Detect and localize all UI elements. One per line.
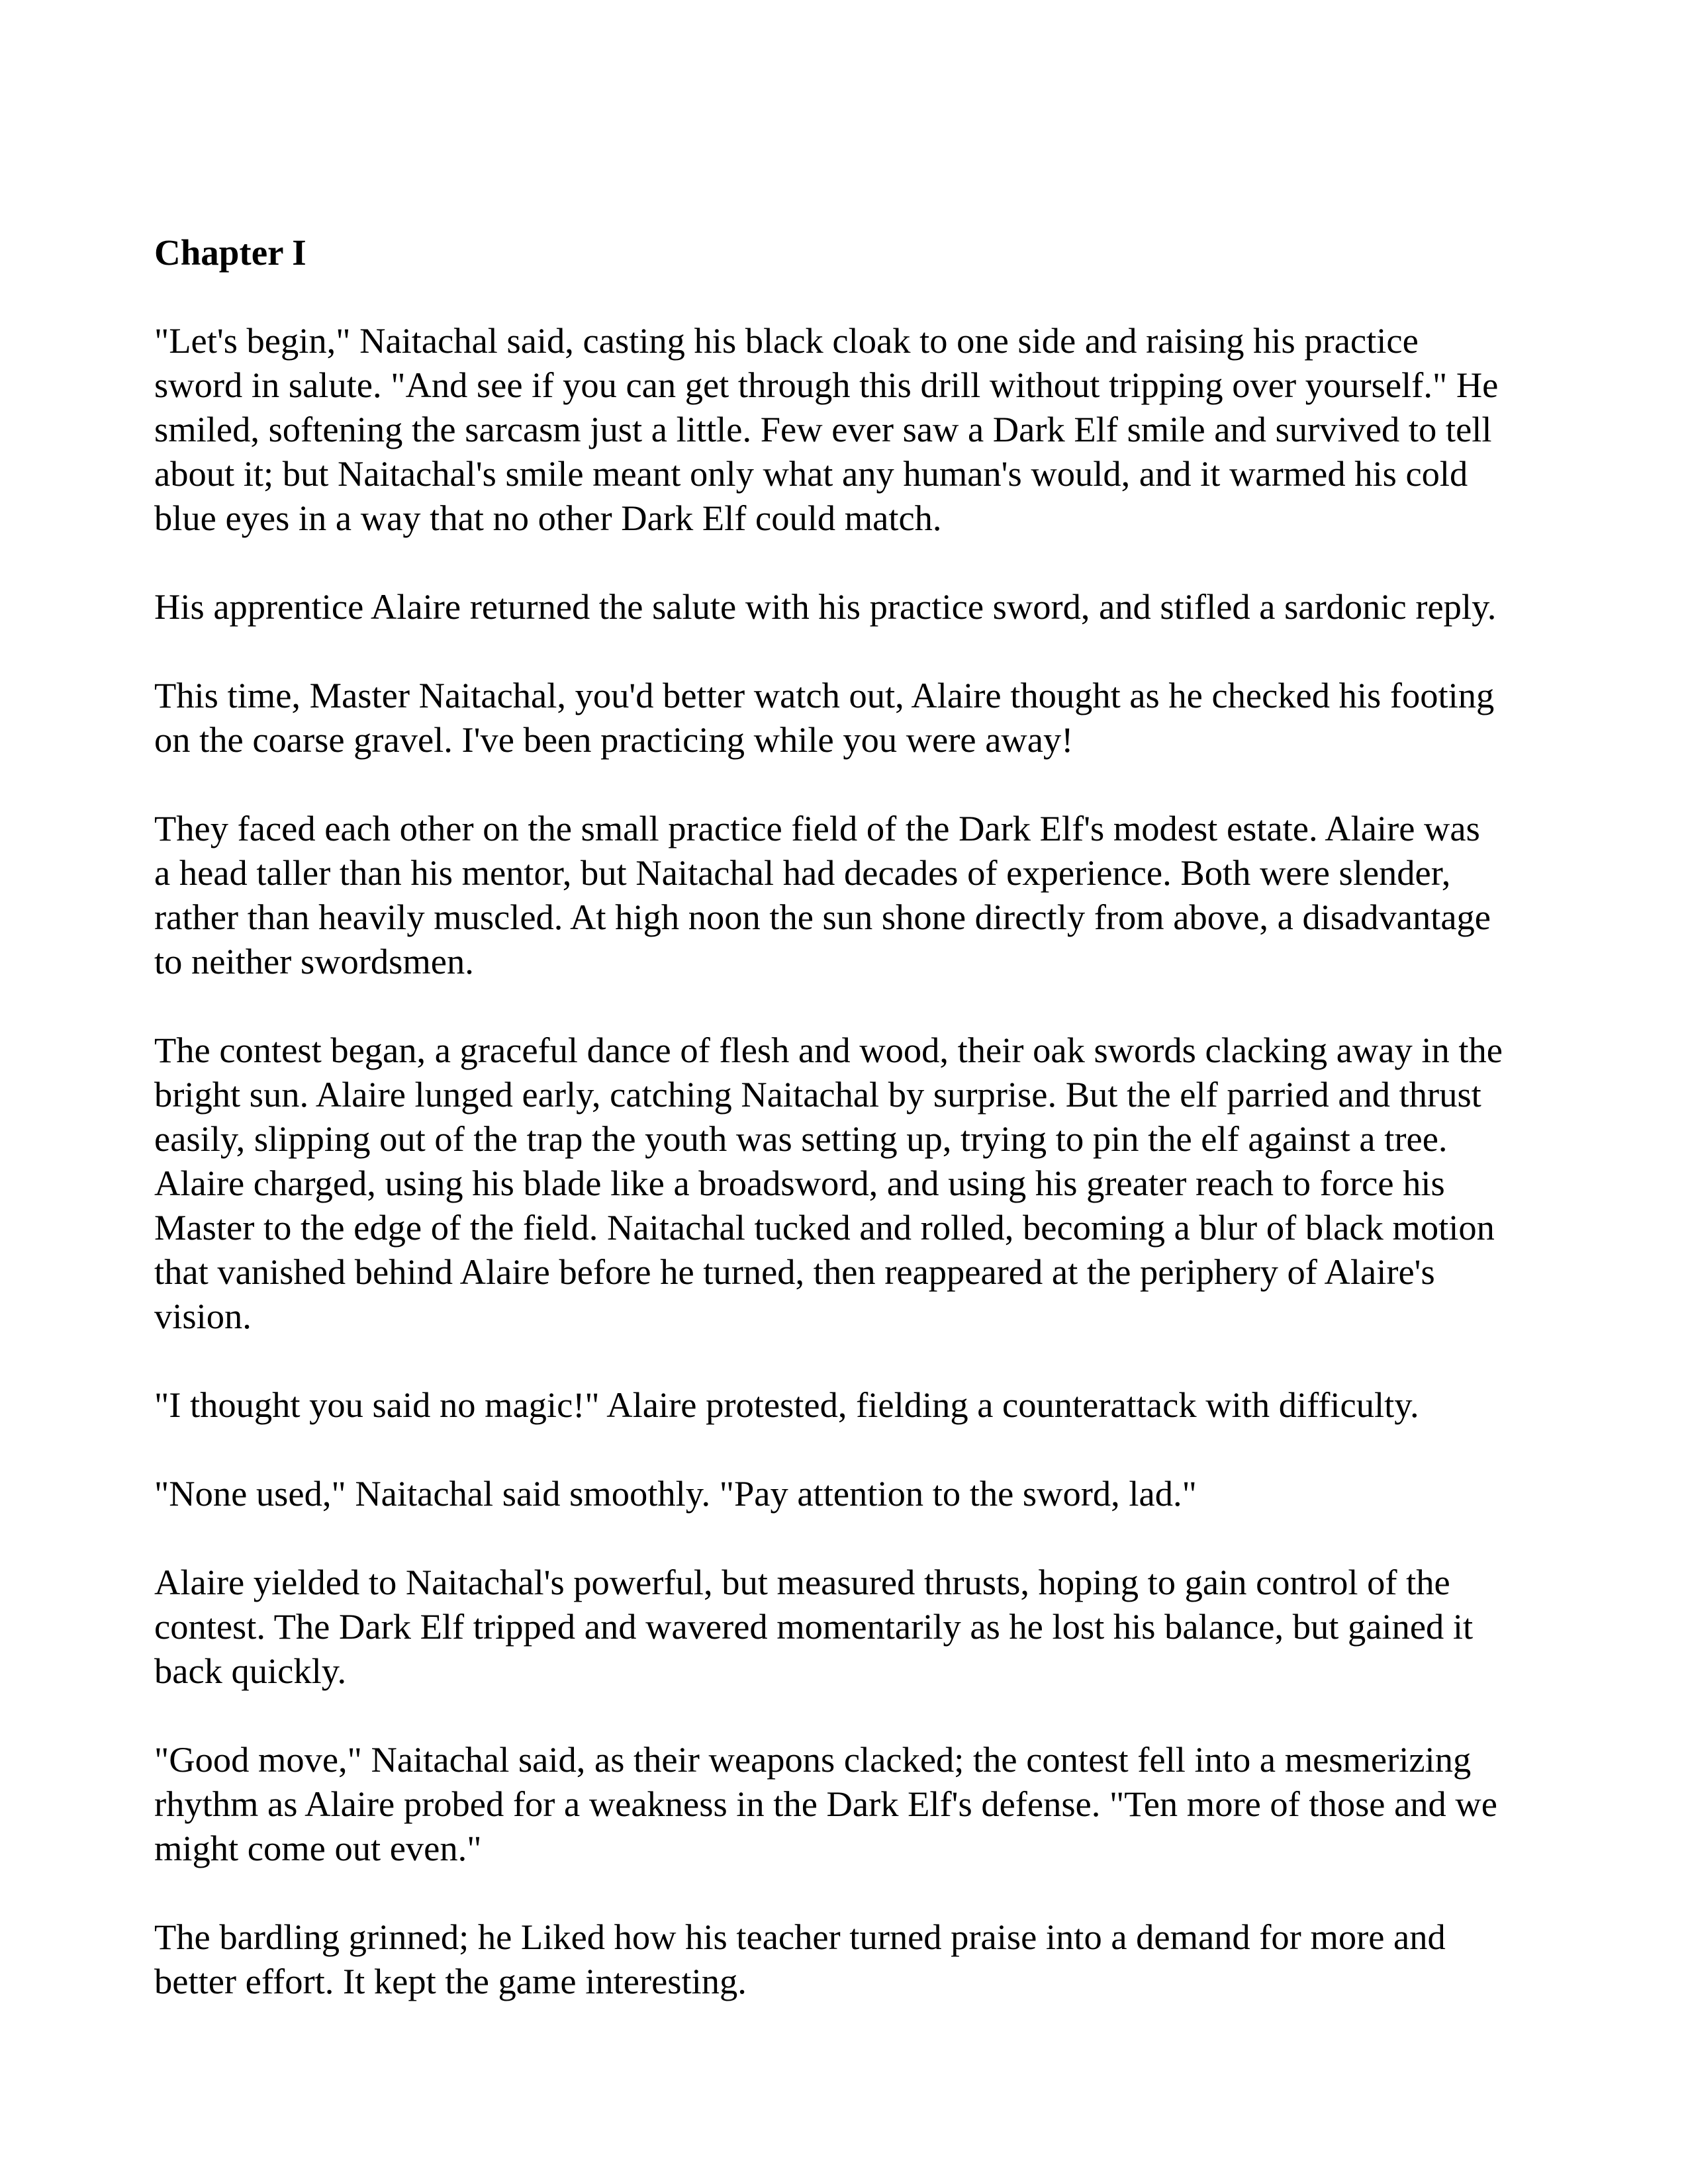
paragraph-8: Alaire yielded to Naitachal's powerful, but measured thrusts, hoping to gain control of the contest. The Dark Elf tripped and wavered momentarily as he lost his balance, but gained it back quickly.	[154, 1562, 1474, 1691]
paragraph-5: The contest began, a graceful dance of flesh and wood, their oak swords clacking away in the bright sun. Alaire lunged early, catching Naitachal by surprise. But the elf parried and thrust easily, slipping out of the trap the youth was setting up, trying to pin the elf against a tree. Alaire charged, using his blade like a broadsword, and using his greater reach to force his Master to the edge of the field. Naitachal tucked and rolled, becoming a blur of black motion that vanished behind Alaire before he turned, then reappeared at the periphery of Alaire's vision.	[154, 1030, 1503, 1336]
paragraph-4: They faced each other on the small practice field of the Dark Elf's modest estate. Alaire was a head taller than his mentor, but Naitachal had decades of experience. Both were slender, rather than heavily muscled. At high noon the sun shone directly from above, a disadvantage to neither swordsmen.	[154, 808, 1491, 981]
paragraph-6: "I thought you said no magic!" Alaire protested, fielding a counterattack with difficulty.	[154, 1385, 1419, 1425]
chapter-title: Chapter I	[154, 232, 306, 273]
paragraph-7: "None used," Naitachal said smoothly. "Pay attention to the sword, lad."	[154, 1473, 1197, 1514]
paragraph-10: The bardling grinned; he Liked how his teacher turned praise into a demand for more and better effort. It kept the game interesting.	[154, 1917, 1446, 2001]
document-page	[154, 230, 1505, 2048]
paragraph-1: "Let's begin," Naitachal said, casting his black cloak to one side and raising his practice sword in salute. "And see if you can get through this drill without tripping over yourself." He smiled, softening the sarcasm just a little. Few ever saw a Dark Elf smile and survived to tell about it; but Naitachal's smile meant only what any human's would, and it warmed his cold blue eyes in a way that no other Dark Elf could match.	[154, 320, 1499, 538]
paragraph-2: His apprentice Alaire returned the salute with his practice sword, and stifled a sardonic reply.	[154, 586, 1497, 627]
paragraph-9: "Good move," Naitachal said, as their weapons clacked; the contest fell into a mesmerizing rhythm as Alaire probed for a weakness in the Dark Elf's defense. "Ten more of those and we might come out even."	[154, 1739, 1497, 1868]
paragraph-3: This time, Master Naitachal, you'd better watch out, Alaire thought as he checked his footing on the coarse gravel. I've been practicing while you were away!	[154, 675, 1495, 760]
